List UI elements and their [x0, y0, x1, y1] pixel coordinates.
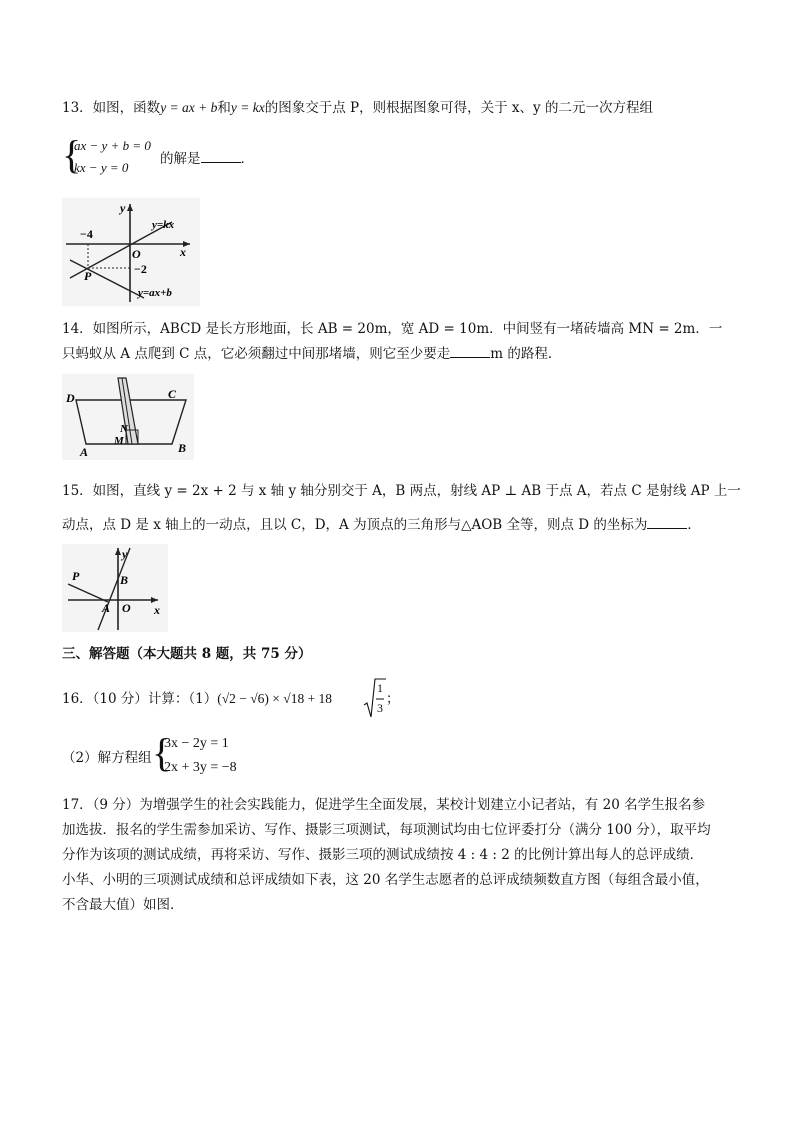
q17-line-1: 17．（9 分）为增强学生的社会实践能力，促进学生全面发展，某校计划建立小记者站，有 20 名学生报名参 — [62, 797, 706, 813]
q13-label-neg2: −2 — [134, 262, 147, 276]
q15-label-y: y — [122, 547, 128, 561]
q14-figure — [62, 374, 194, 460]
q13-label-axb: y=ax+b — [138, 287, 172, 299]
q13-eq2: y = kx — [230, 100, 265, 115]
q16-part1 — [62, 688, 332, 710]
q16-part2-label: （2）解方程组 — [62, 750, 152, 766]
q13-and: 和 — [217, 100, 231, 116]
q16-system-row2: 2x + 3y = −8 — [164, 760, 237, 775]
q13-label-neg4: −4 — [80, 227, 93, 241]
q14-line2 — [62, 343, 561, 365]
q13-system-row2: kx − y = 0 — [74, 160, 129, 175]
q13-figure — [62, 198, 200, 306]
q13-label-O: O — [132, 247, 141, 261]
q15-label-B: B — [120, 573, 129, 587]
q15-line2-suffix: ． — [687, 517, 701, 533]
q13-suffix: 的图象交于点 P，则根据图象可得，关于 x、y 的二元一次方程组 — [264, 100, 653, 116]
q14-label-M: M — [114, 435, 124, 447]
q13-label-kx: y=kx — [152, 219, 175, 231]
q15-label-x: x — [154, 603, 160, 617]
q13-system-brace: { — [62, 132, 82, 177]
q15-figure — [62, 544, 168, 632]
q14-line2-suffix: m 的路程． — [490, 346, 562, 362]
q14-line2-prefix: 只蚂蚁从 A 点爬到 C 点，它必须翻过中间那堵墙，则它至少要走 — [62, 346, 451, 362]
q14-line1: 14．如图所示，ABCD 是长方形地面，长 AB = 20m，宽 AD = 10m．中间竖有一堵砖墙高 MN = 2m．一 — [62, 321, 723, 337]
q16-sqrt-frac — [364, 677, 386, 721]
q15-line1: 15．如图，直线 y = 2x + 2 与 x 轴 y 轴分别交于 A，B 两点，射线 AP ⊥ AB 于点 A，若点 C 是射线 AP 上一 — [62, 483, 741, 499]
q13-answer-line — [160, 148, 254, 170]
q14-label-A: A — [80, 445, 89, 459]
q13-label-y: y — [120, 201, 126, 215]
q13-label-x: x — [180, 245, 186, 259]
q16-frac-denominator: 3 — [377, 701, 383, 715]
q13-answer-blank[interactable] — [201, 148, 241, 163]
q16-system-brace: { — [152, 730, 172, 775]
q14-label-D: D — [66, 391, 75, 405]
q14-label-B: B — [178, 441, 187, 455]
q15-label-O: O — [122, 601, 131, 615]
q13-label-P: P — [84, 269, 92, 283]
q16-frac-numerator: 1 — [377, 681, 383, 695]
q13-answer-period: ． — [240, 151, 254, 167]
q17-line-3: 分作为该项的测试成绩，再将采访、写作、摄影三项的测试成绩按 4 : 4 : 2 的比例计算出每人的总评成绩． — [62, 847, 704, 863]
q13-system-row1: ax − y + b = 0 — [74, 138, 151, 153]
q15-line2-prefix: 动点，点 D 是 x 轴上的一动点，且以 C，D，A 为顶点的三角形与△AOB 全等，则点 D 的坐标为 — [62, 517, 648, 533]
q15-label-P: P — [72, 569, 80, 583]
q15-answer-blank[interactable] — [647, 514, 687, 529]
q14-answer-blank[interactable] — [450, 343, 490, 358]
q13-line1 — [62, 97, 653, 119]
q14-label-C: C — [168, 387, 177, 401]
q16-semicolon: ； — [386, 691, 400, 707]
q16-label: 16．（10 分）计算：（1） — [62, 691, 218, 707]
section3-heading: 三、解答题（本大题共 8 题，共 75 分） — [62, 646, 312, 662]
q14-label-N: N — [120, 423, 128, 435]
q17-line-5: 不含最大值）如图． — [62, 897, 184, 913]
q16-expression: (√2 − √6) × √18 + 18 — [217, 691, 333, 706]
q15-label-A: A — [102, 601, 111, 615]
q13-answer-label: 的解是 — [160, 151, 201, 167]
q16-system-row1: 3x − 2y = 1 — [164, 736, 229, 751]
q16-system — [152, 730, 272, 780]
q13-prefix: 13．如图，函数 — [62, 100, 161, 116]
q17-line-4: 小华、小明的三项测试成绩和总评成绩如下表，这 20 名学生志愿者的总评成绩频数直方图（每组含最小值， — [62, 872, 709, 888]
q17-line-2: 加选拔．报名的学生需参加采访、写作、摄影三项测试，每项测试均由七位评委打分（满分 100 分），取平均 — [62, 822, 711, 838]
q15-line2 — [62, 514, 701, 536]
q13-eq1: y = ax + b — [160, 100, 218, 115]
